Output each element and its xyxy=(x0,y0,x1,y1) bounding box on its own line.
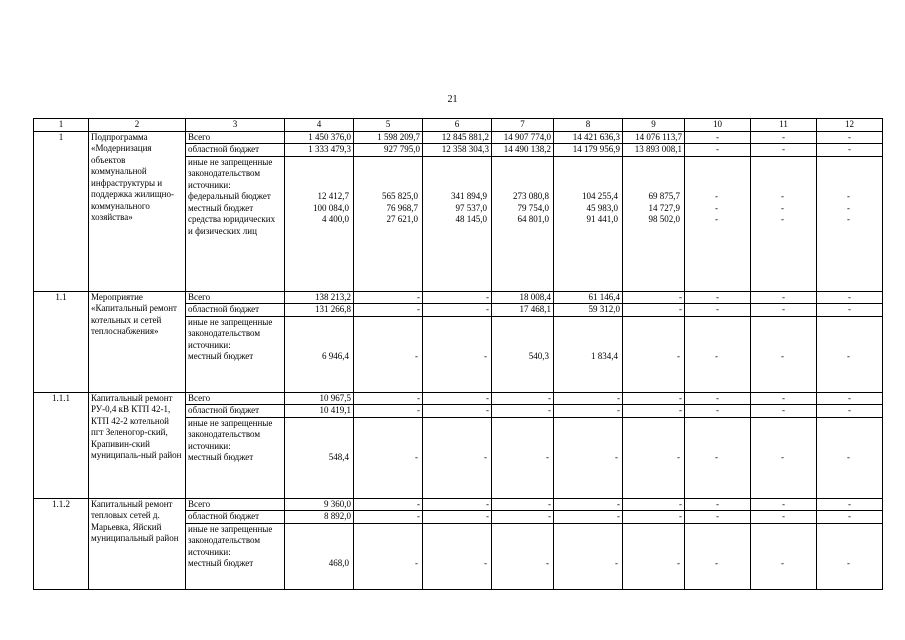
value-cell: - xyxy=(751,511,817,524)
value-cell xyxy=(751,316,817,392)
header-cell: 6 xyxy=(423,119,492,132)
value-cell: - xyxy=(623,304,685,317)
value-cell xyxy=(554,156,623,291)
value-cell: 14 490 138,2 xyxy=(492,144,554,157)
value-cell: - xyxy=(623,511,685,524)
value-cell: - xyxy=(423,498,492,511)
source-label: местный бюджет xyxy=(188,558,254,568)
value-line: - xyxy=(677,452,680,462)
value-line: - xyxy=(781,191,784,201)
value-cell: - xyxy=(492,405,554,418)
table-row xyxy=(34,131,883,144)
value-line: 98 502,0 xyxy=(648,214,680,224)
value-line: 48 145,0 xyxy=(455,214,487,224)
value-line: 69 875,7 xyxy=(648,191,680,201)
value-cell: - xyxy=(685,498,751,511)
value-line: - xyxy=(781,214,784,224)
value-cell xyxy=(751,417,817,498)
value-cell: - xyxy=(354,304,423,317)
value-cell xyxy=(685,523,751,589)
source-label: областной бюджет xyxy=(186,304,285,317)
value-line: 45 983,0 xyxy=(586,202,618,213)
value-cell xyxy=(751,156,817,291)
header-cell: 10 xyxy=(685,119,751,132)
value-cell: 927 795,0 xyxy=(354,144,423,157)
value-cell: - xyxy=(751,291,817,304)
source-label: Всего xyxy=(186,291,285,304)
source-label: федеральный бюджет xyxy=(188,191,271,201)
value-cell: - xyxy=(623,392,685,405)
value-line: - xyxy=(484,452,487,462)
value-cell xyxy=(354,417,423,498)
value-cell: - xyxy=(354,405,423,418)
value-cell: - xyxy=(817,498,883,511)
value-cell: - xyxy=(685,291,751,304)
row-name: Капитальный ремонт РУ-0,4 кВ КТП 42-1, КТП 42-2 котельной пгт Зеленогор-ский, Крапивин-ский муниципаль-ный район xyxy=(89,392,186,498)
value-cell: - xyxy=(623,291,685,304)
value-line: 548,4 xyxy=(328,452,349,462)
value-line: - xyxy=(615,558,618,568)
other-sources-cell xyxy=(186,417,285,498)
value-line: - xyxy=(415,351,418,361)
value-line: 540,3 xyxy=(528,351,549,361)
value-cell: - xyxy=(554,405,623,418)
value-cell: 14 907 774,0 xyxy=(492,131,554,144)
value-cell xyxy=(554,316,623,392)
other-sources-cell xyxy=(186,156,285,291)
value-line: - xyxy=(781,202,784,213)
other-sources-cell xyxy=(186,316,285,392)
row-number: 1.1 xyxy=(34,291,89,392)
value-cell: - xyxy=(751,144,817,157)
table-row xyxy=(34,498,883,511)
value-cell xyxy=(685,417,751,498)
other-sources-label: иные не запрещенные законодательством источники: xyxy=(188,156,273,190)
header-cell: 9 xyxy=(623,119,685,132)
value-cell xyxy=(623,316,685,392)
header-cell: 5 xyxy=(354,119,423,132)
value-cell: - xyxy=(685,144,751,157)
value-cell: - xyxy=(554,498,623,511)
header-cell: 1 xyxy=(34,119,89,132)
value-cell xyxy=(492,417,554,498)
value-line: 12 412,7 xyxy=(317,191,349,201)
value-cell xyxy=(554,417,623,498)
value-cell: - xyxy=(685,392,751,405)
value-cell xyxy=(285,417,354,498)
value-line: - xyxy=(715,351,718,361)
value-line: 4 400,0 xyxy=(322,214,349,224)
value-line: - xyxy=(615,452,618,462)
value-cell: 10 967,5 xyxy=(285,392,354,405)
header-cell: 4 xyxy=(285,119,354,132)
row-number: 1.1.2 xyxy=(34,498,89,589)
value-cell: - xyxy=(492,392,554,405)
value-line: - xyxy=(847,202,850,213)
source-label: областной бюджет xyxy=(186,144,285,157)
value-line: - xyxy=(781,351,784,361)
value-cell: 1 598 209,7 xyxy=(354,131,423,144)
header-cell: 11 xyxy=(751,119,817,132)
value-cell xyxy=(751,523,817,589)
value-cell: 12 845 881,2 xyxy=(423,131,492,144)
value-line: - xyxy=(715,191,718,201)
source-label: местный бюджет xyxy=(188,452,254,462)
value-line: - xyxy=(847,214,850,224)
value-cell: - xyxy=(685,131,751,144)
source-label: Всего xyxy=(186,498,285,511)
value-line: - xyxy=(415,452,418,462)
value-cell xyxy=(623,523,685,589)
table-row xyxy=(34,291,883,304)
source-label: областной бюджет xyxy=(186,405,285,418)
source-label: Всего xyxy=(186,131,285,144)
value-cell: - xyxy=(423,511,492,524)
row-name: Капитальный ремонт тепловых сетей д. Марьевка, Яйский муниципальный район xyxy=(89,498,186,589)
row-name: Мероприятие «Капитальный ремонт котельных и сетей теплоснабжения» xyxy=(89,291,186,392)
value-cell xyxy=(554,523,623,589)
value-cell: - xyxy=(685,511,751,524)
value-cell: 8 892,0 xyxy=(285,511,354,524)
value-line: - xyxy=(847,351,850,361)
value-cell: - xyxy=(817,291,883,304)
value-line: 468,0 xyxy=(328,558,349,568)
value-cell: - xyxy=(817,405,883,418)
value-cell: 138 213,2 xyxy=(285,291,354,304)
row-number: 1 xyxy=(34,131,89,291)
value-cell: - xyxy=(817,144,883,157)
value-cell: 13 893 008,1 xyxy=(623,144,685,157)
value-cell: 10 419,1 xyxy=(285,405,354,418)
value-cell: - xyxy=(751,392,817,405)
value-line: - xyxy=(715,558,718,568)
value-cell: 131 266,8 xyxy=(285,304,354,317)
value-line: - xyxy=(847,191,850,201)
value-cell xyxy=(285,156,354,291)
value-line: - xyxy=(847,452,850,462)
value-line: 97 537,0 xyxy=(455,202,487,213)
value-cell: 17 468,1 xyxy=(492,304,554,317)
value-cell: 61 146,4 xyxy=(554,291,623,304)
value-cell: - xyxy=(554,511,623,524)
value-cell: - xyxy=(423,304,492,317)
value-line: 100 084,0 xyxy=(313,202,349,213)
value-cell: - xyxy=(751,405,817,418)
value-cell xyxy=(492,316,554,392)
header-cell: 2 xyxy=(89,119,186,132)
value-cell: - xyxy=(423,291,492,304)
value-cell xyxy=(354,316,423,392)
page-number: 21 xyxy=(447,94,458,105)
row-number: 1.1.1 xyxy=(34,392,89,498)
value-cell xyxy=(817,523,883,589)
value-cell xyxy=(492,523,554,589)
value-cell: - xyxy=(817,392,883,405)
value-cell: 1 333 479,3 xyxy=(285,144,354,157)
value-cell: - xyxy=(751,498,817,511)
value-line: - xyxy=(715,452,718,462)
value-cell: 12 358 304,3 xyxy=(423,144,492,157)
value-line: 79 754,0 xyxy=(517,202,549,213)
table-row xyxy=(34,392,883,405)
value-line: - xyxy=(847,558,850,568)
value-line: 64 801,0 xyxy=(517,214,549,224)
value-cell xyxy=(492,156,554,291)
value-cell: - xyxy=(623,405,685,418)
value-cell xyxy=(817,316,883,392)
value-line: 14 727,9 xyxy=(648,202,680,213)
value-cell xyxy=(423,156,492,291)
value-cell xyxy=(354,523,423,589)
value-cell: - xyxy=(423,405,492,418)
header-cell: 8 xyxy=(554,119,623,132)
value-line: - xyxy=(715,214,718,224)
value-line: 6 946,4 xyxy=(322,351,349,361)
value-cell: - xyxy=(817,304,883,317)
value-cell xyxy=(423,523,492,589)
source-label: местный бюджет xyxy=(188,202,254,213)
value-line: - xyxy=(484,558,487,568)
value-cell xyxy=(354,156,423,291)
source-label: областной бюджет xyxy=(186,511,285,524)
value-line: 76 968,7 xyxy=(386,202,418,213)
other-sources-label: иные не запрещенные законодательством источники: xyxy=(188,316,273,350)
header-cell: 3 xyxy=(186,119,285,132)
value-cell xyxy=(423,316,492,392)
value-cell: - xyxy=(492,511,554,524)
value-cell: - xyxy=(623,498,685,511)
value-cell: 14 076 113,7 xyxy=(623,131,685,144)
row-name: Подпрограмма «Модернизация объектов коммунальной инфраструктуры и поддержка жилищно-коммунального хозяйства» xyxy=(89,131,186,291)
value-line: - xyxy=(781,452,784,462)
value-line: - xyxy=(484,351,487,361)
value-cell: - xyxy=(685,304,751,317)
value-cell: 1 450 376,0 xyxy=(285,131,354,144)
value-cell xyxy=(685,156,751,291)
header-cell: 7 xyxy=(492,119,554,132)
value-line: - xyxy=(415,558,418,568)
value-line: 341 894,9 xyxy=(451,191,487,201)
value-cell xyxy=(623,417,685,498)
value-cell: - xyxy=(354,511,423,524)
value-line: - xyxy=(781,558,784,568)
value-cell xyxy=(817,417,883,498)
value-cell: - xyxy=(751,131,817,144)
value-line: - xyxy=(677,558,680,568)
value-cell: 14 421 636,3 xyxy=(554,131,623,144)
value-cell: - xyxy=(751,304,817,317)
value-cell xyxy=(817,156,883,291)
value-line: - xyxy=(677,351,680,361)
value-line: 1 834,4 xyxy=(591,351,618,361)
other-sources-label: иные не запрещенные законодательством источники: xyxy=(188,417,273,451)
value-cell: 18 008,4 xyxy=(492,291,554,304)
value-line: - xyxy=(546,452,549,462)
value-cell: - xyxy=(423,392,492,405)
header-cell: 12 xyxy=(817,119,883,132)
value-line: 273 080,8 xyxy=(513,191,549,201)
value-cell: - xyxy=(554,392,623,405)
value-cell xyxy=(685,316,751,392)
value-cell: 14 179 956,9 xyxy=(554,144,623,157)
value-cell: 59 312,0 xyxy=(554,304,623,317)
value-cell: - xyxy=(685,405,751,418)
value-cell: - xyxy=(817,511,883,524)
source-label: местный бюджет xyxy=(188,351,254,361)
value-cell xyxy=(623,156,685,291)
value-cell xyxy=(423,417,492,498)
source-label: средства юридических и физических лиц xyxy=(188,214,276,236)
other-sources-label: иные не запрещенные законодательством источники: xyxy=(188,523,273,557)
value-line: 27 621,0 xyxy=(386,214,418,224)
value-cell xyxy=(285,523,354,589)
header-row xyxy=(34,119,883,132)
value-cell: - xyxy=(354,392,423,405)
value-cell: - xyxy=(354,291,423,304)
value-cell: - xyxy=(817,131,883,144)
source-label: Всего xyxy=(186,392,285,405)
value-line: 104 255,4 xyxy=(582,191,618,201)
value-line: 91 441,0 xyxy=(586,214,618,224)
value-cell: - xyxy=(492,498,554,511)
value-cell: - xyxy=(354,498,423,511)
value-line: - xyxy=(546,558,549,568)
value-cell xyxy=(285,316,354,392)
other-sources-cell xyxy=(186,523,285,589)
value-cell: 9 360,0 xyxy=(285,498,354,511)
value-line: - xyxy=(715,202,718,213)
value-line: 565 825,0 xyxy=(382,191,418,201)
budget-table xyxy=(33,118,883,590)
